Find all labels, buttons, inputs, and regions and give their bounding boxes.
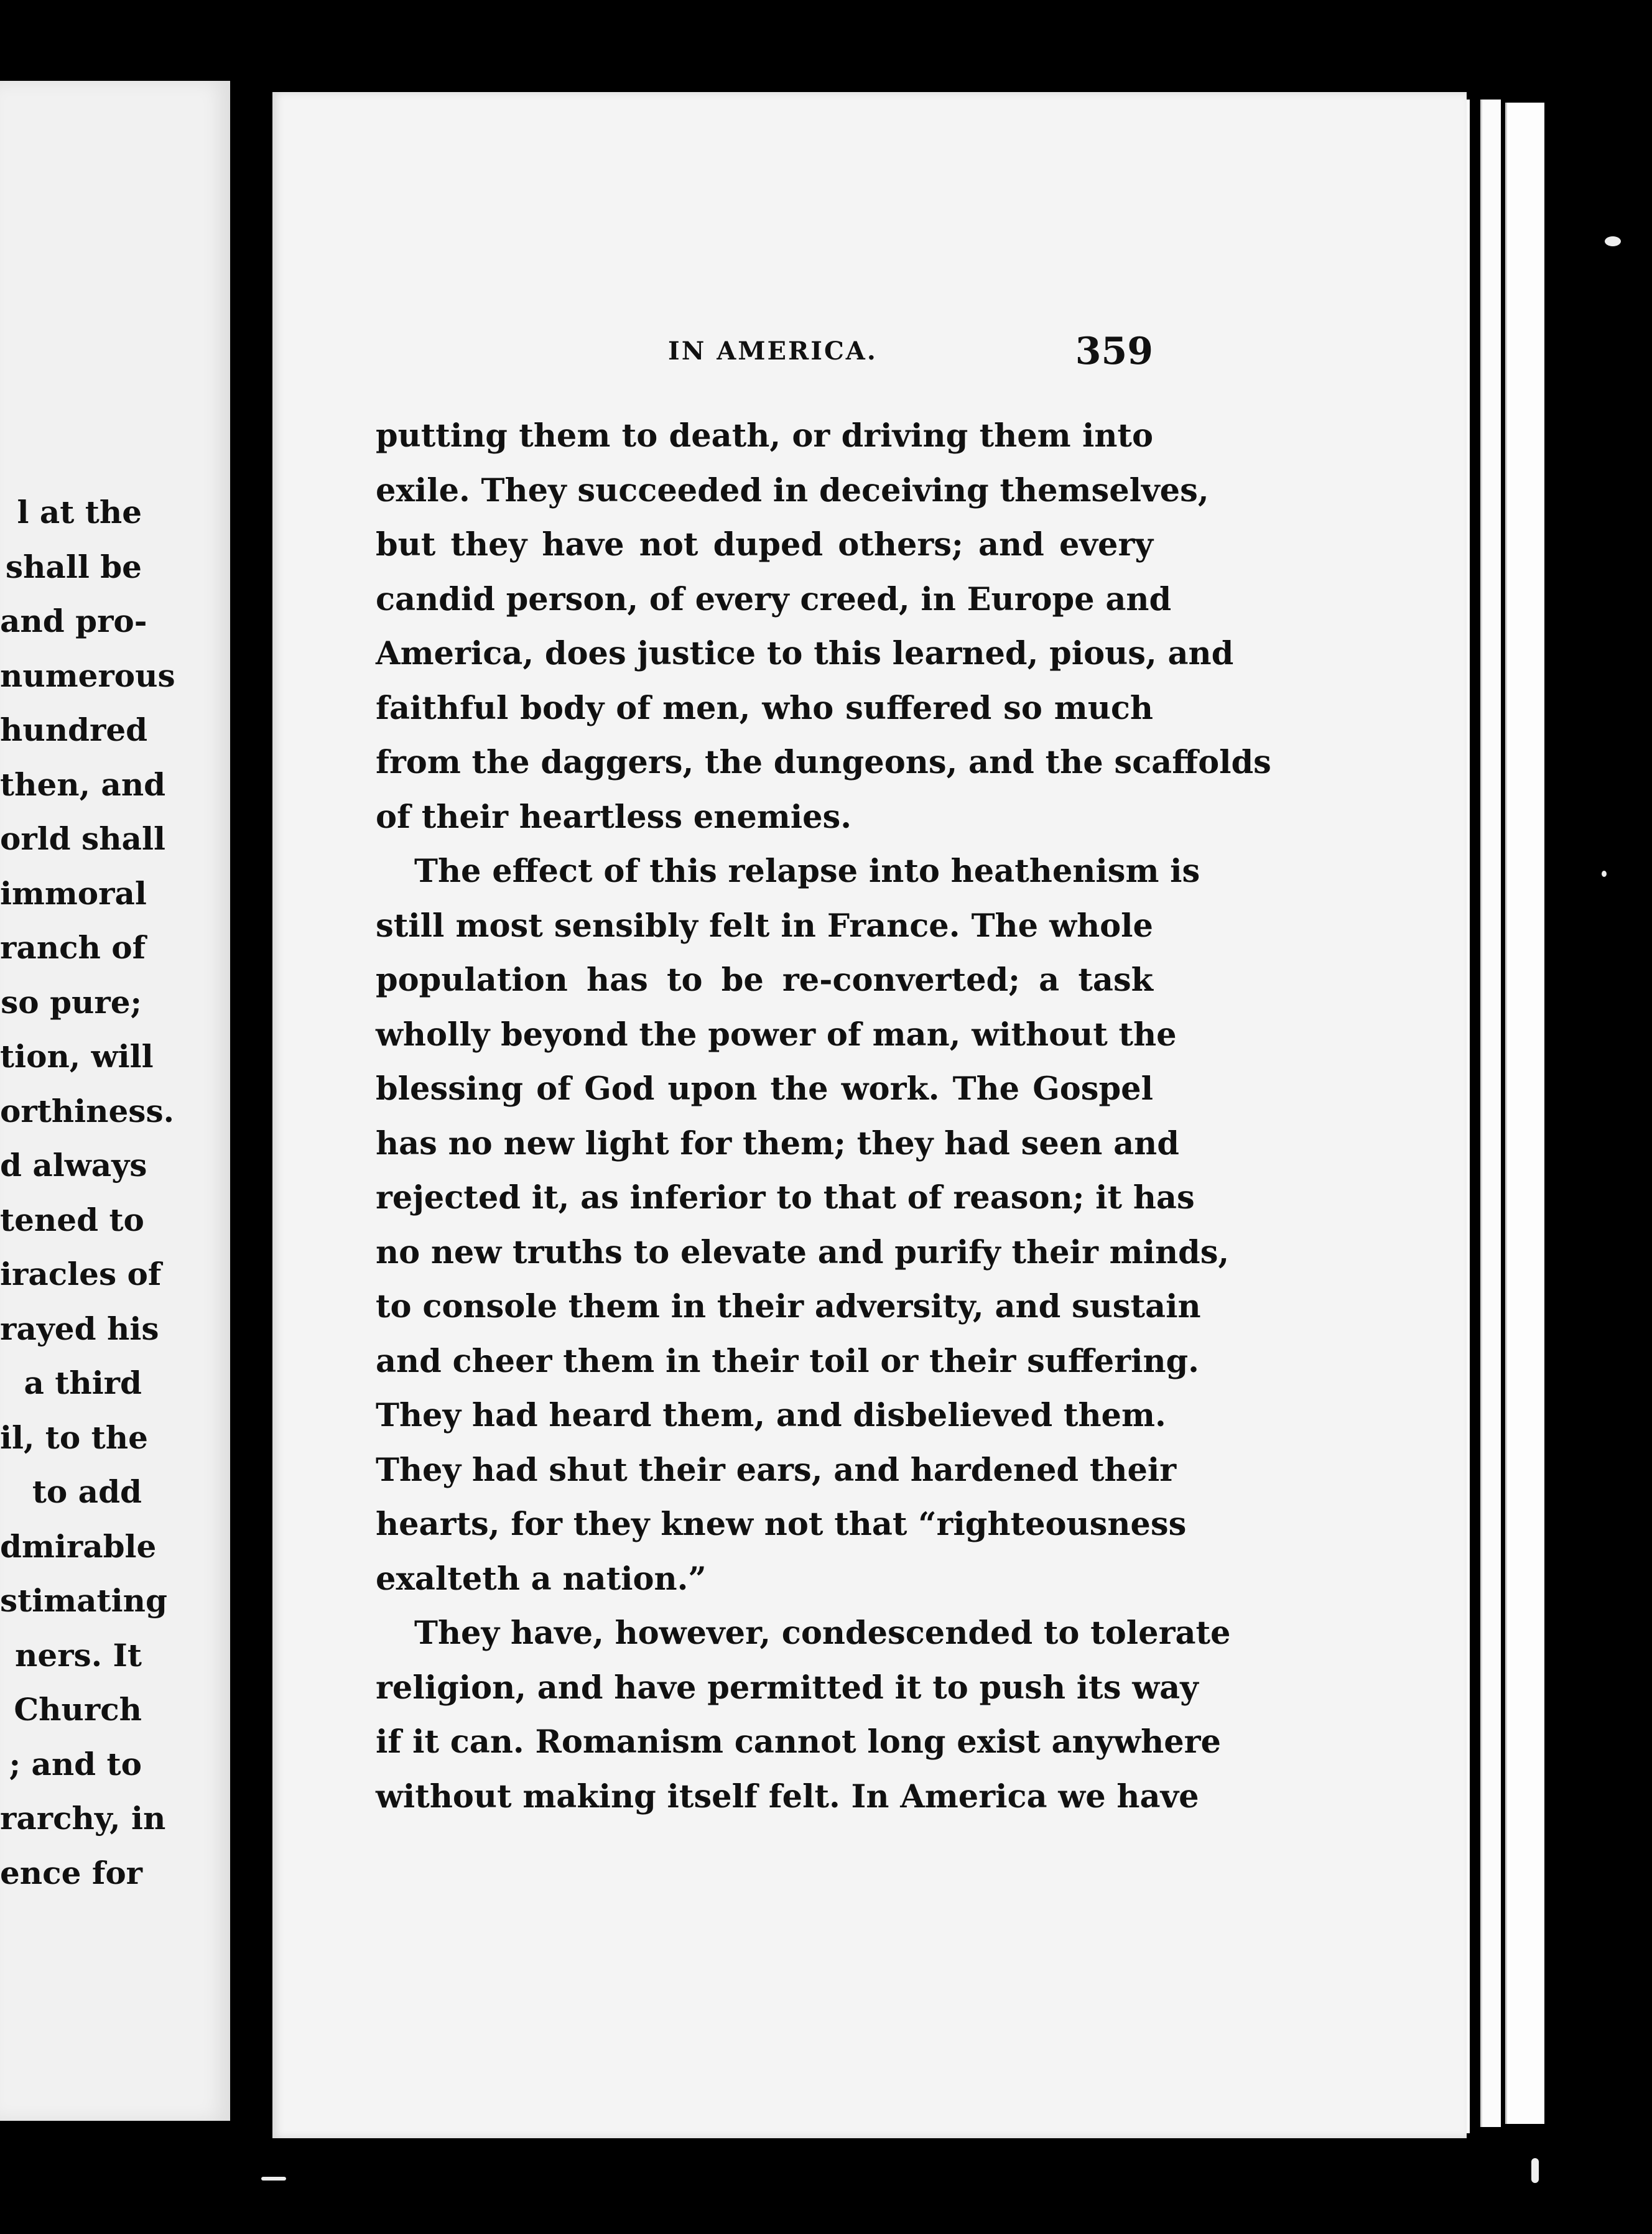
- left-line: orld shall: [0, 820, 165, 857]
- left-line: so pure;: [1, 983, 142, 1021]
- scan-speck: [1531, 2158, 1539, 2183]
- text-line: exile. They succeeded in deceiving themselves,: [376, 471, 1209, 509]
- text-line: They have, however, condescended to tolerate: [414, 1615, 1231, 1652]
- left-line: ranch of: [0, 929, 146, 966]
- text-line: candid person, of every creed, in Europe and: [376, 580, 1172, 618]
- text-line: They had heard them, and disbelieved them.: [376, 1397, 1166, 1434]
- text-line: of their heartless enemies.: [376, 798, 852, 836]
- text-line: religion, and have permitted it to push its way: [376, 1669, 1199, 1707]
- text-line: has no new light for them; they had seen and: [376, 1124, 1179, 1162]
- text-line: to console them in their adversity, and sustain: [376, 1288, 1201, 1325]
- left-line: ners. It: [15, 1636, 142, 1674]
- text-line: hearts, for they knew not that “righteousness: [376, 1506, 1187, 1543]
- left-page: [0, 81, 230, 2121]
- left-line: shall be: [5, 548, 142, 585]
- left-line: hundred: [0, 711, 148, 748]
- left-line: then, and: [0, 766, 166, 803]
- text-line: population has to be re-converted; a task: [376, 962, 1153, 999]
- page-edge: [1480, 100, 1501, 2127]
- left-line: l at the: [17, 494, 142, 531]
- text-line: faithful body of men, who suffered so much: [376, 689, 1153, 727]
- left-line: and pro-: [0, 603, 147, 639]
- text-line: from the daggers, the dungeons, and the scaffolds: [376, 744, 1271, 781]
- left-line: stimating: [0, 1582, 167, 1619]
- scan-speck: [1605, 236, 1621, 246]
- left-line: dmirable: [0, 1527, 157, 1565]
- text-line: exalteth a nation.”: [376, 1560, 707, 1598]
- scan-speck: [1602, 871, 1607, 877]
- text-line: They had shut their ears, and hardened their: [376, 1451, 1177, 1489]
- page-edge: [1505, 103, 1544, 2124]
- running-head: IN AMERICA.: [668, 336, 878, 366]
- left-page-text: [0, 485, 175, 1900]
- left-line: ence for: [0, 1854, 143, 1891]
- text-line: rejected it, as inferior to that of reason; it has: [376, 1179, 1195, 1217]
- left-line: rarchy, in: [0, 1800, 166, 1837]
- text-line: without making itself felt. In America we have: [376, 1777, 1199, 1815]
- text-line: and cheer them in their toil or their suffering.: [376, 1342, 1199, 1380]
- text-line: The effect of this relapse into heathenism is: [414, 853, 1200, 890]
- page-number: 359: [1075, 330, 1153, 373]
- left-line: tened to: [0, 1201, 144, 1238]
- text-line: putting them to death, or driving them into: [376, 417, 1153, 455]
- left-line: rayed his: [0, 1310, 159, 1347]
- text-line: no new truths to elevate and purify their minds,: [376, 1233, 1230, 1271]
- left-line: tion, will: [0, 1038, 154, 1075]
- page-header: [376, 327, 1153, 376]
- text-line: if it can. Romanism cannot long exist anywhere: [376, 1723, 1221, 1761]
- scan-speck: [261, 2177, 286, 2181]
- text-line: wholly beyond the power of man, without the: [376, 1016, 1177, 1054]
- left-line: Church: [14, 1691, 142, 1728]
- left-line: numerous: [0, 657, 175, 694]
- left-line: orthiness.: [0, 1092, 175, 1129]
- left-line: iracles of: [0, 1256, 162, 1292]
- left-line: il, to the: [0, 1419, 148, 1456]
- left-line: immoral: [0, 874, 147, 912]
- text-line: but they have not duped others; and every: [376, 526, 1153, 563]
- left-line: d always: [0, 1147, 147, 1184]
- text-line: blessing of God upon the work. The Gospel: [376, 1070, 1153, 1108]
- text-line: still most sensibly felt in France. The whole: [376, 907, 1153, 945]
- left-line: a third: [24, 1365, 142, 1401]
- left-line: ; and to: [9, 1745, 142, 1782]
- left-line: to add: [32, 1473, 142, 1510]
- text-line: America, does justice to this learned, pious, and: [376, 635, 1234, 672]
- page-body-text: [376, 409, 1271, 1824]
